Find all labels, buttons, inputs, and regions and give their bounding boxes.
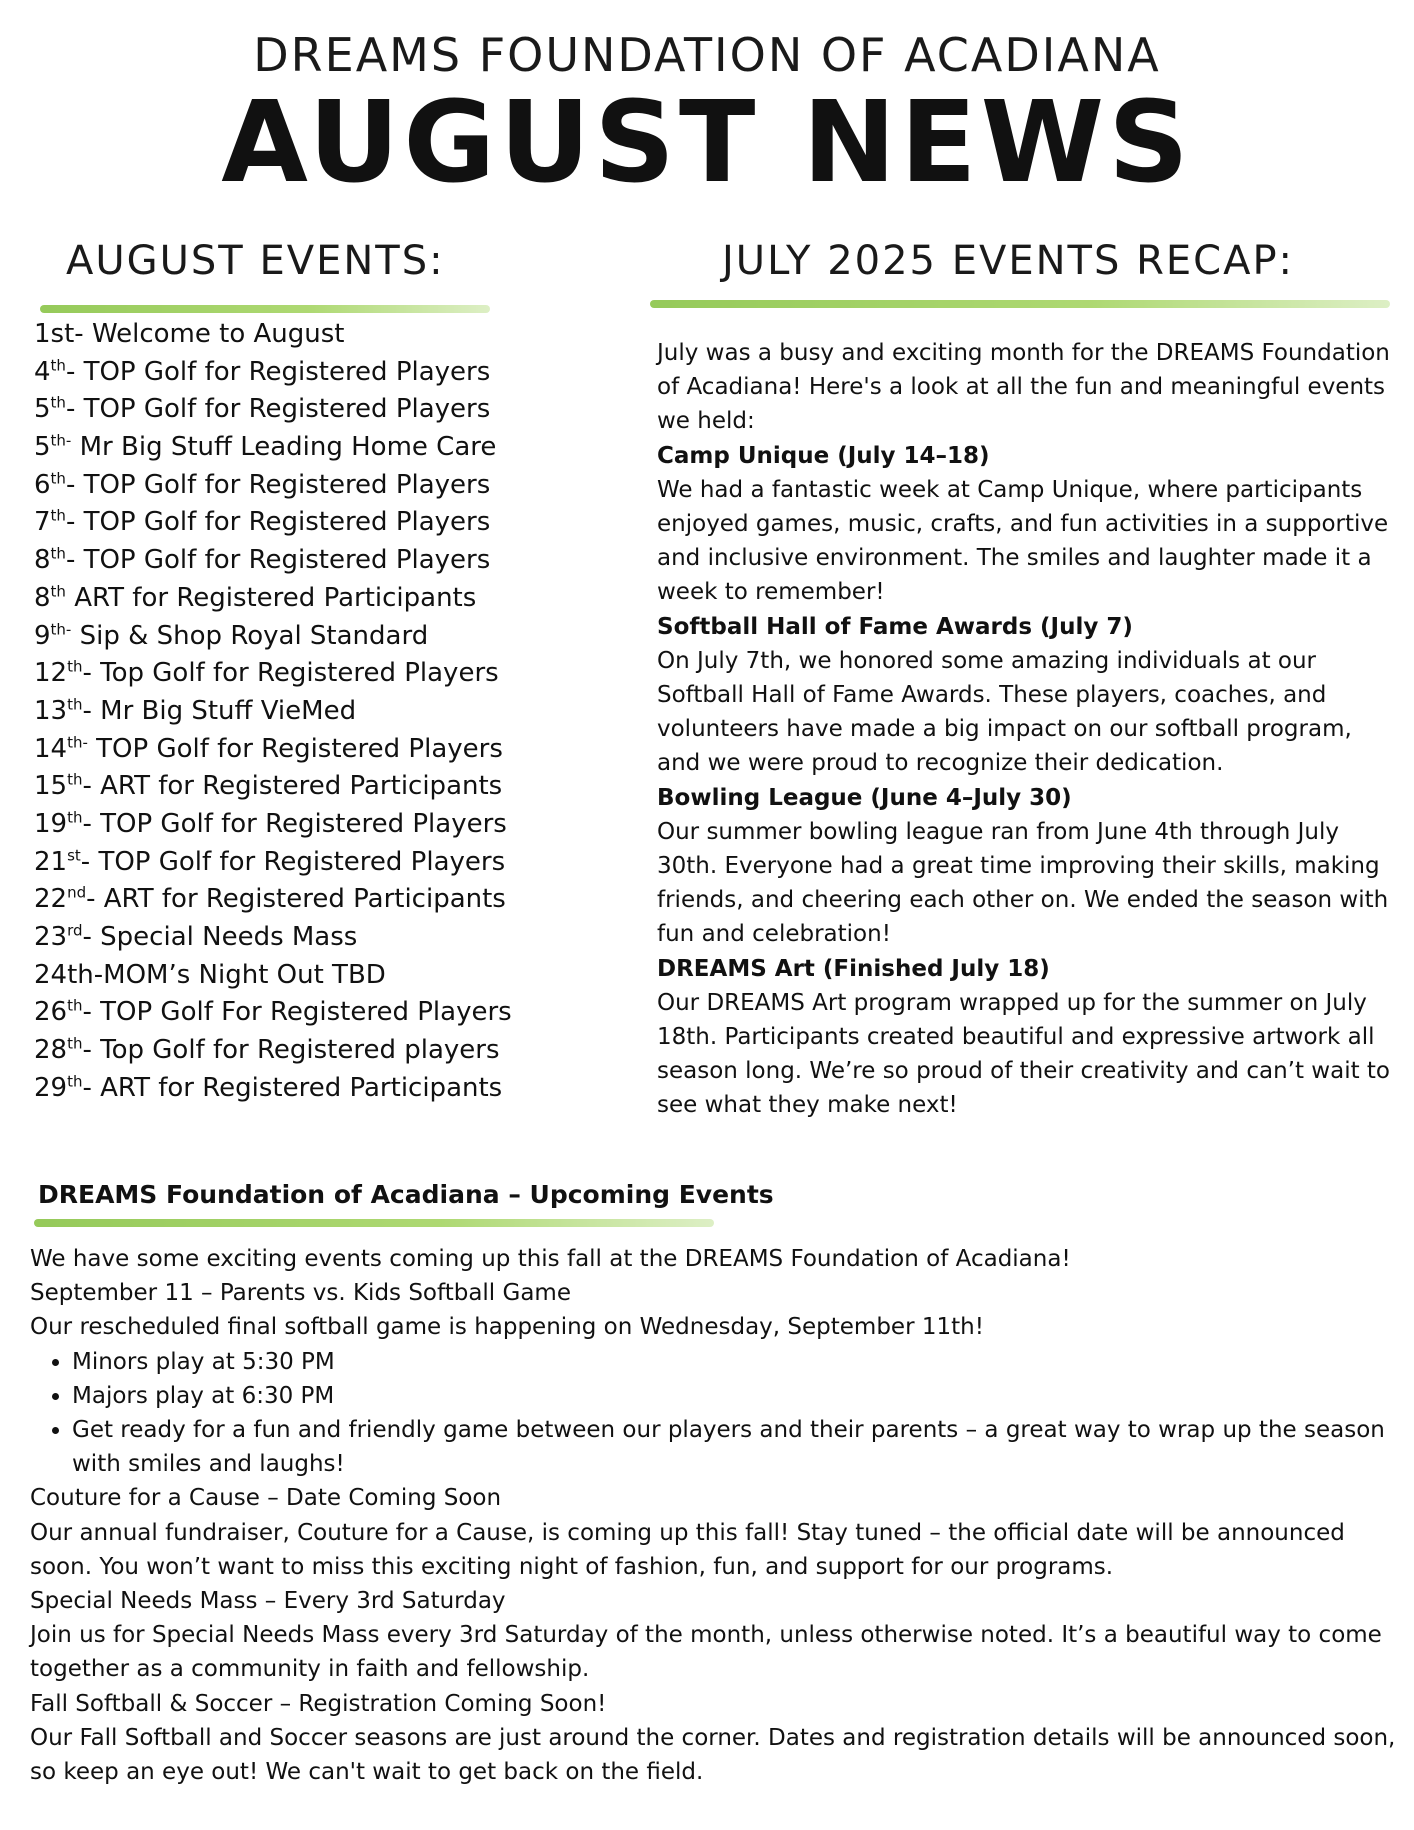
list-item: • Get ready for a fun and friendly game between our players and their parents – a great way to wrap up the season with smiles and laughs!: [72, 1413, 1400, 1481]
event-day: 22: [34, 884, 68, 915]
event-description: Mr Big Stuff Leading Home Care: [71, 432, 497, 463]
recap-body: [657, 336, 1397, 1123]
recap-bowling-body: Our summer bowling league ran from June 4th through July 30th. Everyone had a great time improving their skills, making friends, and cheering each other on. We ended the season with fun and celebration!: [657, 818, 1389, 948]
list-item: [34, 806, 594, 844]
event-day: 1st: [34, 319, 75, 349]
list-item: [34, 542, 594, 580]
list-item: [34, 580, 594, 618]
list-item: [34, 919, 594, 957]
event-day-suffix: th: [67, 695, 83, 714]
event-day: 4: [34, 356, 51, 387]
event-description: - TOP Golf for Registered Players: [65, 394, 491, 425]
list-item: [34, 655, 594, 693]
softball-game-details: [30, 1345, 1400, 1482]
event-day: 14: [34, 733, 68, 764]
recap-art-title: DREAMS Art (Finished July 18): [657, 955, 1050, 982]
list-item: [34, 316, 594, 354]
event-day: 24th-MOM’s Night Out TBD: [34, 959, 386, 990]
recap-camp-title: Camp Unique (July 14–18): [657, 442, 990, 469]
event-day-suffix: th: [67, 770, 83, 789]
event-description: - Top Golf for Registered players: [82, 1035, 500, 1066]
upcoming-intro: We have some exciting events coming up this fall at the DREAMS Foundation of Acadiana!: [30, 1246, 1071, 1272]
august-events-heading: AUGUST EVENTS:: [66, 238, 445, 284]
list-item: [34, 1032, 594, 1070]
softball-game-body: Our rescheduled final softball game is happening on Wednesday, September 11th!: [30, 1314, 984, 1341]
list-item: [34, 994, 594, 1032]
event-day-suffix: th: [67, 996, 83, 1015]
event-description: - ART for Registered Participants: [86, 884, 506, 915]
event-description: - TOP Golf For Registered Players: [82, 997, 512, 1028]
event-day-suffix: th: [50, 506, 66, 525]
list-item: [34, 467, 594, 505]
event-description: - Special Needs Mass: [82, 922, 358, 952]
fall-sports-title: Fall Softball & Soccer – Registration Coming Soon!: [30, 1690, 607, 1717]
august-events-list: [34, 316, 594, 1107]
event-day-suffix: nd: [67, 883, 87, 902]
event-day: 21: [34, 846, 68, 877]
event-description: - TOP Golf for Registered Players: [65, 356, 491, 387]
event-day-suffix: th-: [67, 732, 88, 751]
list-item: [34, 957, 594, 995]
event-description: - Mr Big Stuff VieMed: [82, 695, 357, 726]
softball-game-title: September 11 – Parents vs. Kids Softball Game: [30, 1280, 571, 1307]
event-day: 26: [34, 997, 68, 1028]
event-day: 15: [34, 771, 68, 802]
event-description: - TOP Golf for Registered Players: [80, 846, 506, 877]
event-day: 8: [34, 582, 51, 613]
event-description: - Top Golf for Registered Players: [82, 658, 499, 689]
event-description: - TOP Golf for Registered Players: [65, 545, 491, 576]
event-day: 29: [34, 1072, 68, 1103]
august-events-underline: [40, 305, 490, 313]
list-item: [34, 1070, 594, 1108]
list-item: [34, 768, 594, 806]
event-day-suffix: th: [50, 544, 66, 563]
event-day-suffix: th: [50, 582, 66, 601]
fall-sports-body: Our Fall Softball and Soccer seasons are just around the corner. Dates and registration details will be announced soon, so keep an eye out! We can't wait to get back on the field.: [30, 1724, 1396, 1786]
event-description: - TOP Golf for Registered Players: [65, 469, 491, 500]
recap-softball-body: On July 7th, we honored some amazing individuals at our Softball Hall of Fame Awards. These players, coaches, and volunteers have made a big impact on our softball program, and we were proud to recognize their dedication.: [657, 647, 1352, 777]
event-day-suffix: th: [67, 657, 83, 676]
event-day-suffix: th-: [50, 619, 72, 638]
upcoming-body: [30, 1242, 1400, 1789]
event-day-suffix: th: [67, 808, 83, 827]
recap-art-body: Our DREAMS Art program wrapped up for the summer on July 18th. Participants created beautiful and expressive artwork all season long. We’re so proud of their creativity and can’t wait to see what they make next!: [657, 989, 1391, 1119]
upcoming-underline: [34, 1219, 714, 1227]
event-day: 28: [34, 1035, 68, 1066]
event-description: Sip & Shop Royal Standard: [71, 620, 429, 651]
event-day-suffix: th: [67, 1034, 83, 1053]
event-day-suffix: th: [50, 393, 66, 412]
event-day: 23: [34, 922, 68, 952]
event-description: ART for Registered Participants: [65, 582, 477, 613]
org-title: DREAMS FOUNDATION OF ACADIANA: [253, 28, 1161, 82]
event-day-suffix: th: [50, 356, 66, 375]
couture-body: Our annual fundraiser, Couture for a Cause, is coming up this fall! Stay tuned – the official date will be announced soon. You won’t want to miss this exciting night of fashion, fun, and support for our programs.: [30, 1519, 1345, 1580]
event-day: 5: [34, 394, 51, 425]
list-item: [34, 429, 594, 467]
event-description: - TOP Golf for Registered Players: [82, 808, 507, 839]
event-day: 19: [34, 808, 68, 839]
special-needs-mass-body: Join us for Special Needs Mass every 3rd Saturday of the month, unless otherwise noted. It’s a beautiful way to come together as a community in faith and fellowship.: [30, 1622, 1382, 1683]
list-item: [34, 391, 594, 429]
list-item: [34, 618, 594, 656]
event-day-suffix: th: [67, 1072, 83, 1091]
list-item: [34, 731, 594, 769]
event-day: 13: [34, 695, 68, 726]
upcoming-heading: DREAMS Foundation of Acadiana – Upcoming Events: [38, 1180, 774, 1209]
event-day-suffix: st: [67, 845, 81, 864]
event-day-suffix: th: [50, 469, 66, 488]
event-description: TOP Golf for Registered Players: [87, 733, 503, 764]
event-day: 9: [34, 620, 51, 651]
event-day: 5: [34, 432, 51, 463]
recap-softball-title: Softball Hall of Fame Awards (July 7): [657, 613, 1133, 640]
recap-heading: JULY 2025 EVENTS RECAP:: [722, 238, 1295, 284]
list-item: • Majors play at 6:30 PM: [72, 1379, 1400, 1413]
couture-title: Couture for a Cause – Date Coming Soon: [30, 1485, 502, 1512]
event-day: 7: [34, 507, 51, 538]
event-day: 8: [34, 545, 51, 576]
recap-bowling-title: Bowling League (June 4–July 30): [657, 784, 1072, 811]
event-day: 6: [34, 469, 51, 500]
event-description: - Welcome to August: [74, 319, 345, 349]
event-description: - TOP Golf for Registered Players: [65, 507, 491, 538]
list-item: [34, 844, 594, 882]
recap-underline: [650, 300, 1390, 308]
recap-camp-body: We had a fantastic week at Camp Unique, where participants enjoyed games, music, crafts, and fun activities in a supportive and inclusive environment. The smiles and laughter made it a week to remember!: [657, 476, 1389, 606]
list-item: [34, 881, 594, 919]
event-day-suffix: rd: [67, 921, 83, 940]
list-item: [34, 354, 594, 392]
list-item: [34, 693, 594, 731]
newsletter-title: AUGUST NEWS: [221, 78, 1193, 208]
list-item: • Minors play at 5:30 PM: [72, 1345, 1400, 1379]
list-item: [34, 504, 594, 542]
event-day-suffix: th-: [50, 431, 72, 450]
event-description: - ART for Registered Participants: [82, 1072, 503, 1103]
event-day: 12: [34, 658, 68, 689]
recap-intro: July was a busy and exciting month for the DREAMS Foundation of Acadiana! Here's a look at all the fun and meaningful events we held:: [657, 340, 1390, 435]
special-needs-mass-title: Special Needs Mass – Every 3rd Saturday: [30, 1588, 506, 1615]
event-description: - ART for Registered Participants: [82, 771, 503, 802]
